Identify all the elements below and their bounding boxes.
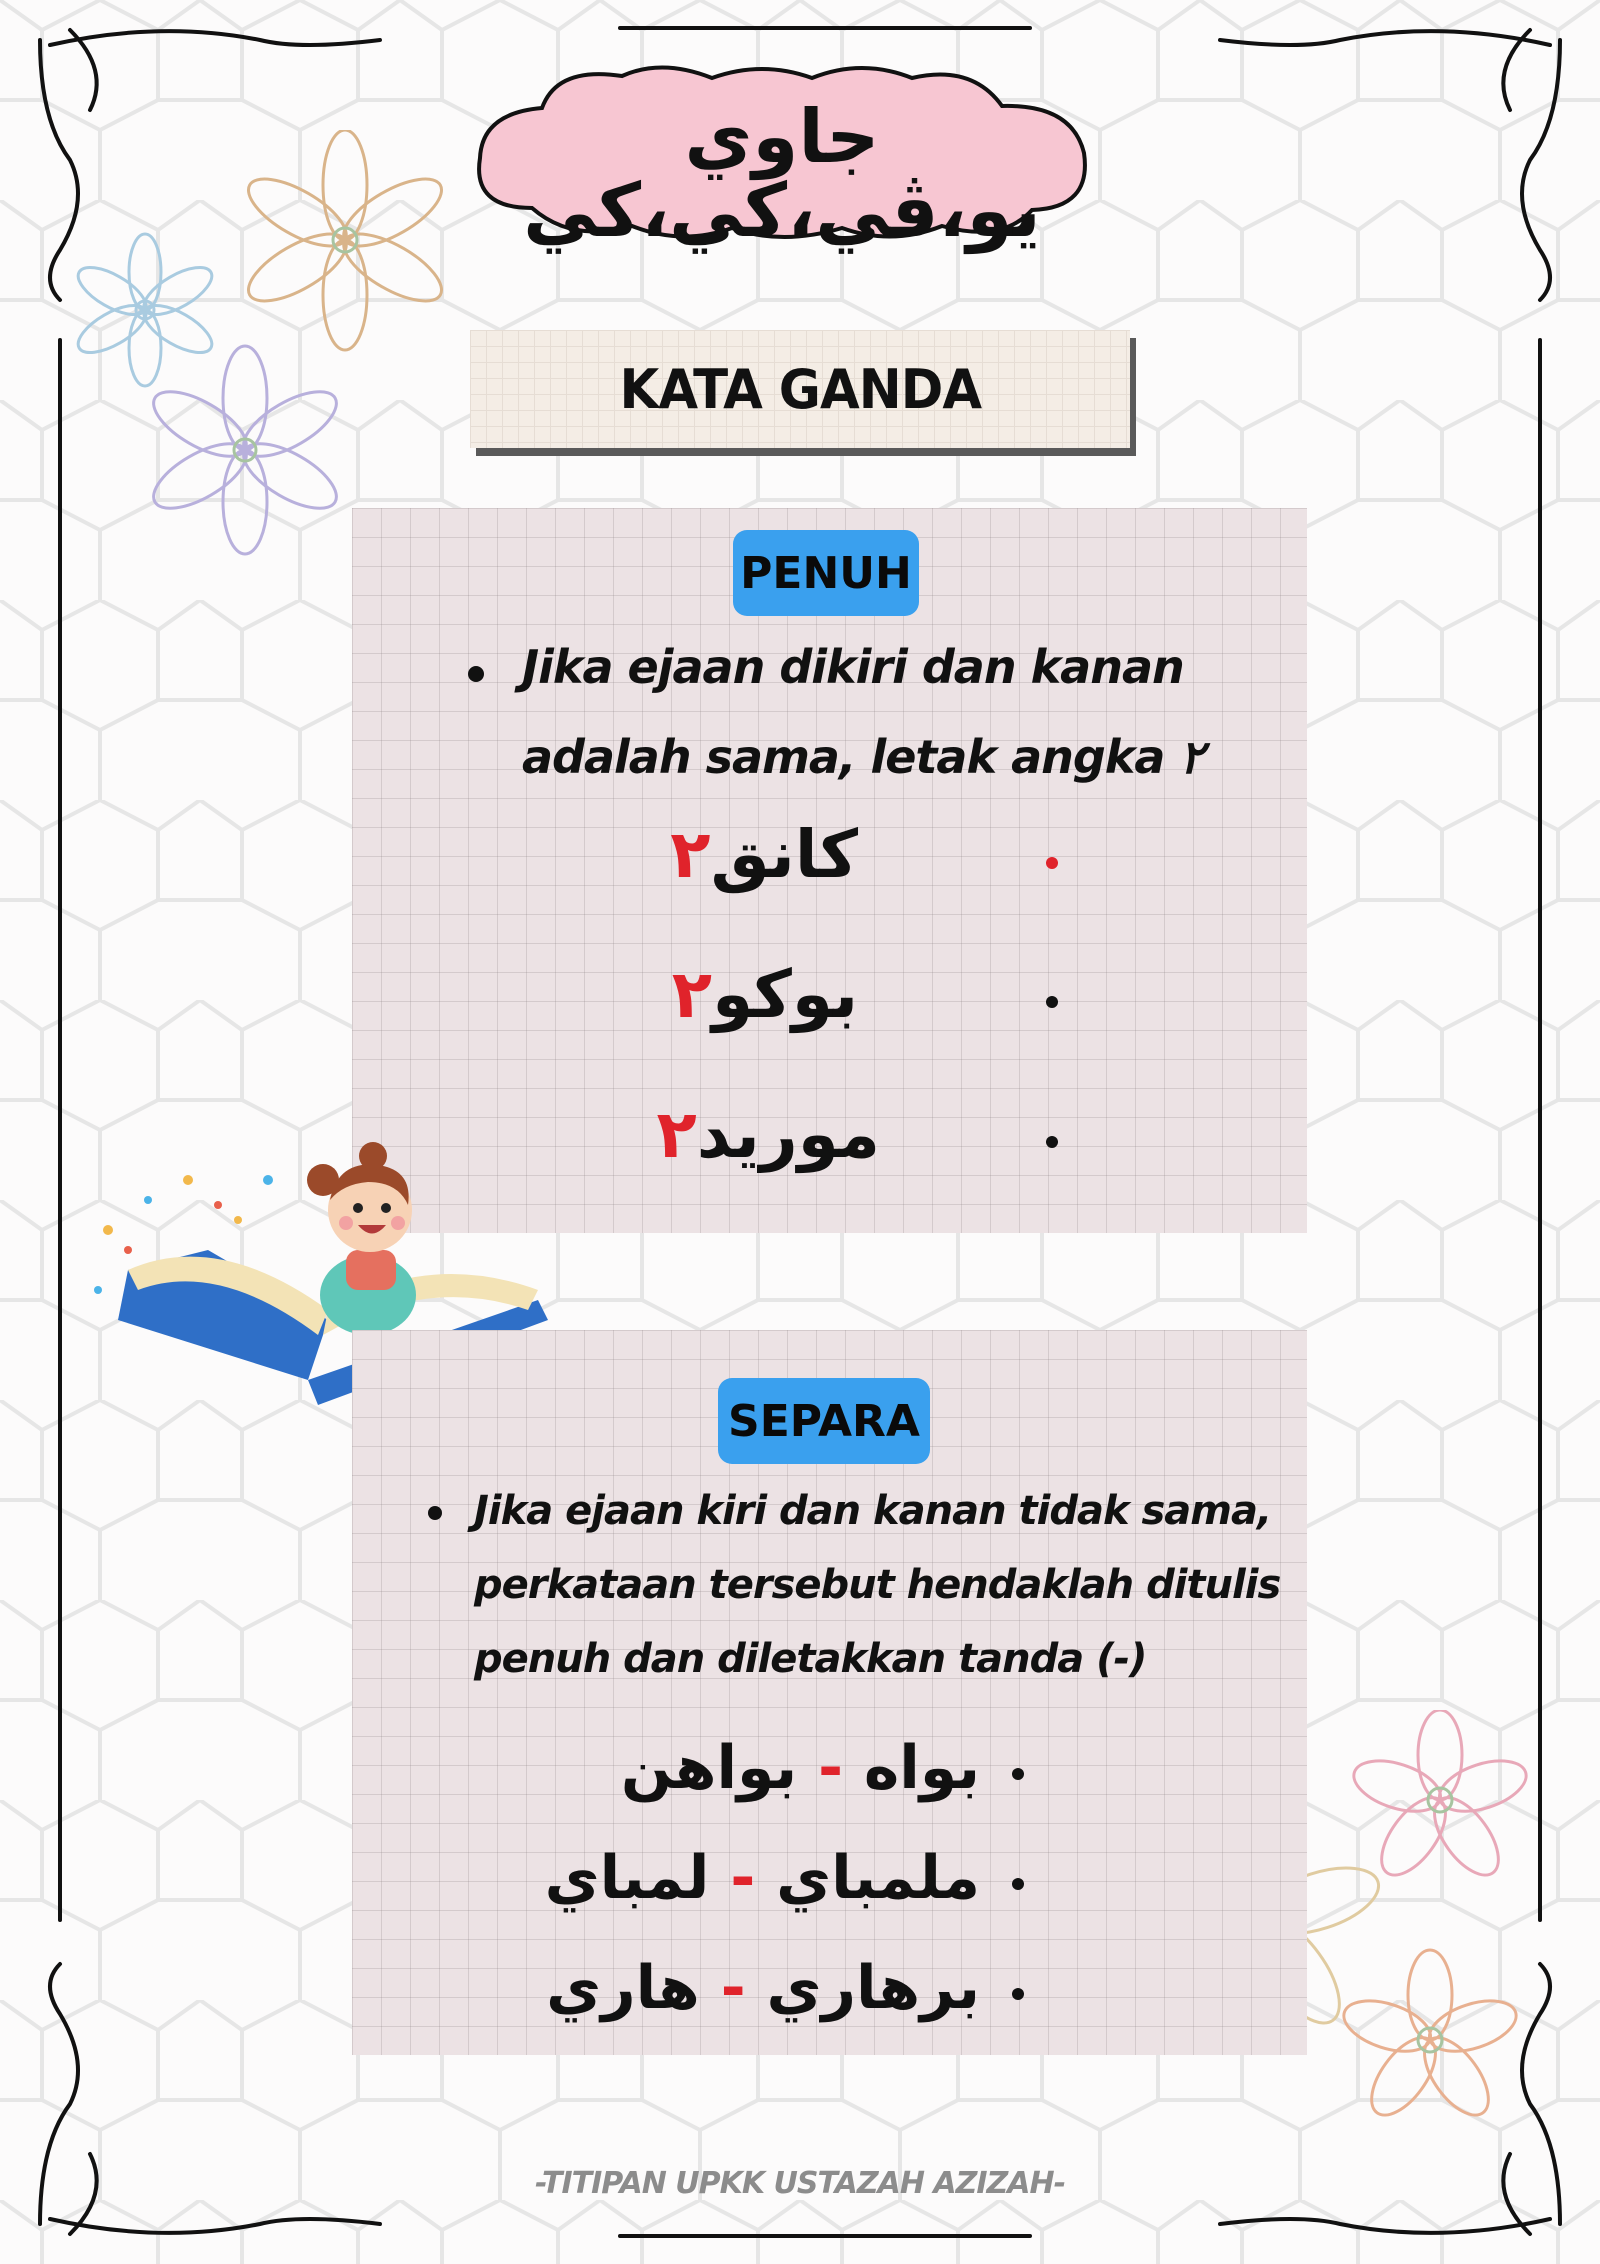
penuh-example: بوكو٢ (671, 956, 858, 1033)
footer-credit: -TITIPAN UPKK USTAZAH AZIZAH- (534, 2166, 1066, 2201)
separa-example: برهاري - هاري (546, 1953, 980, 2023)
bullet-icon (1012, 1878, 1024, 1890)
section-banner (470, 330, 1130, 448)
separa-example: ملمباي - لمباي (544, 1843, 980, 1913)
bullet-icon (1046, 996, 1058, 1008)
bullet-icon (468, 666, 484, 682)
separa-rule-line-1: Jika ejaan kiri dan kanan tidak sama, (474, 1488, 1272, 1534)
bullet-icon (1046, 857, 1058, 869)
page-title: جاوي يو،ڤي،كي،كي (523, 94, 1041, 254)
penuh-label: PENUH (733, 530, 919, 616)
separa-label: SEPARA (718, 1378, 930, 1464)
penuh-example: كانق٢ (670, 816, 858, 893)
separa-rule-line-2: perkataan tersebut hendaklah ditulis (474, 1562, 1281, 1608)
bullet-icon (1046, 1136, 1058, 1148)
penuh-rule-line-2: adalah sama, letak angka ٢ (522, 730, 1205, 784)
penuh-example: موريد٢ (656, 1096, 880, 1173)
bullet-icon (428, 1506, 442, 1520)
separa-example: بواه - بواهن (620, 1733, 980, 1803)
bullet-icon (1012, 1988, 1024, 2000)
bullet-icon (1012, 1768, 1024, 1780)
separa-rule-line-3: penuh dan diletakkan tanda (-) (474, 1636, 1147, 1682)
penuh-rule-line-1: Jika ejaan dikiri dan kanan (522, 640, 1184, 694)
flower-icon (60, 130, 480, 570)
banner-label: KATA GANDA (619, 357, 981, 421)
